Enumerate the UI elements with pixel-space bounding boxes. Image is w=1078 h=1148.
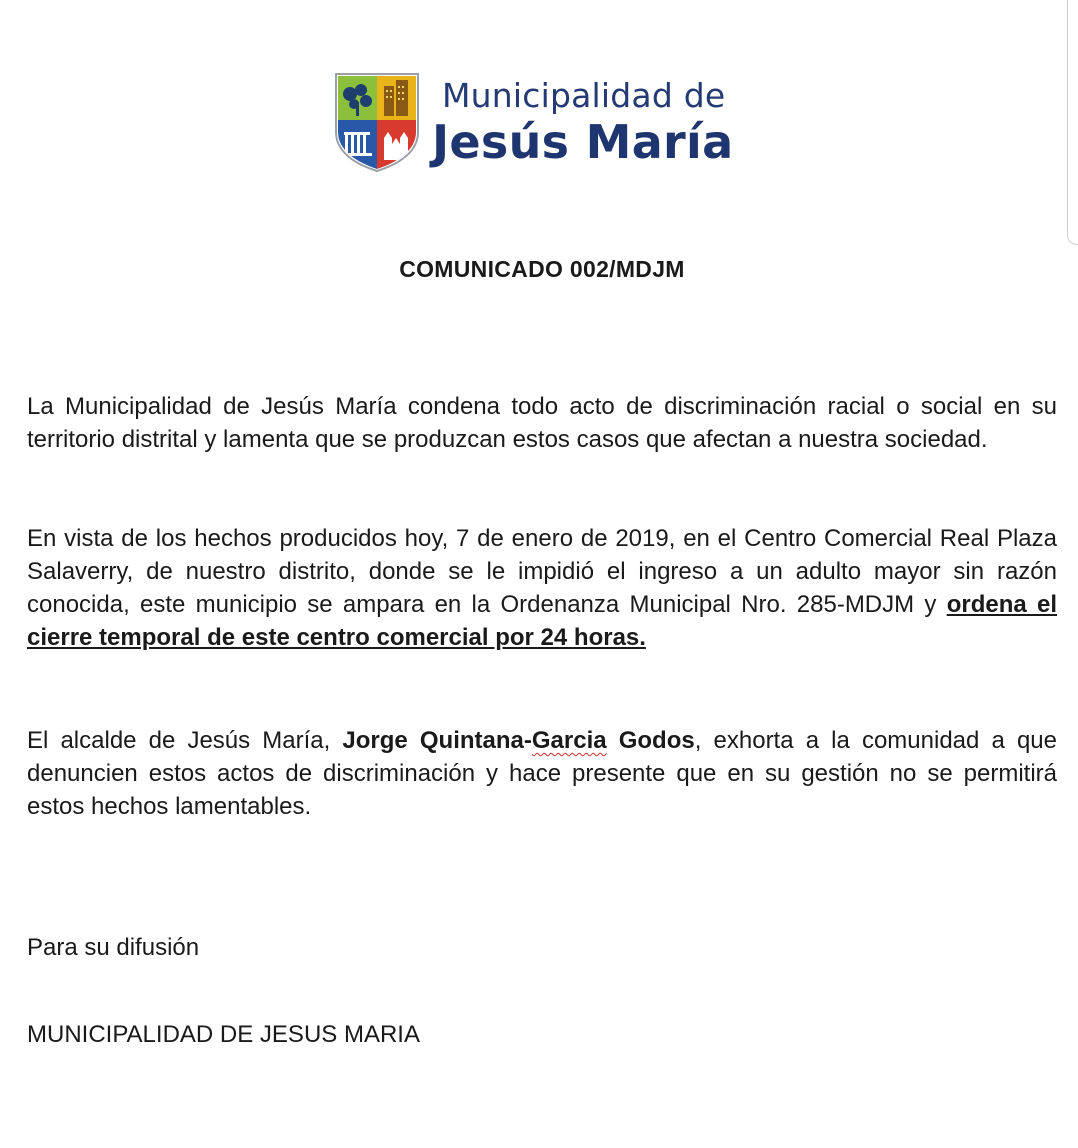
org-name-line1: Municipalidad de <box>442 76 726 115</box>
closing-signature: MUNICIPALIDAD DE JESUS MARIA <box>27 1021 420 1048</box>
paragraph-closure-text: En vista de los hechos producidos hoy, 7 de enero de 2019, en el Centro Comercial Real Plaza Salaverry, de nuestro distrito, donde se le impidió el ingreso a un adulto mayor sin razón conocida, este municipio se ampara en la Ordenanza Municipal Nro. 285-MDJM y <box>27 525 1057 618</box>
mayor-intro: El alcalde de Jesús María, <box>27 727 343 754</box>
mayor-name <box>342 727 694 754</box>
paragraph-mayor <box>27 724 1057 823</box>
document-title: COMUNICADO 002/MDJM <box>399 256 685 282</box>
org-name-line2: Jesús María <box>432 115 734 169</box>
mayor-name-first: Jorge Quintana- <box>342 727 532 754</box>
letterhead <box>334 70 774 174</box>
paragraph-condemnation: La Municipalidad de Jesús María condena todo acto de discriminación racial o social en su territorio distrital y lamenta que se produzcan estos casos que afectan a nuestra sociedad. <box>27 393 1057 453</box>
scroll-edge <box>1067 0 1078 245</box>
mayor-name-last: Godos <box>606 727 695 754</box>
mayor-name-spellcheck: Garcia <box>531 727 607 754</box>
mayor-exhortation: , exhorta a la comunidad a que denuncien estos actos de discriminación y hace presente que en su gestión no se permitirá estos hechos lamentables. <box>27 727 1058 820</box>
municipal-crest-icon <box>334 72 420 172</box>
closure-emphasis: ordena el cierre temporal de este centro comercial por 24 horas. <box>27 591 1057 651</box>
closing-dissemination: Para su difusión <box>27 934 200 961</box>
paragraph-closure-order <box>27 522 1057 654</box>
